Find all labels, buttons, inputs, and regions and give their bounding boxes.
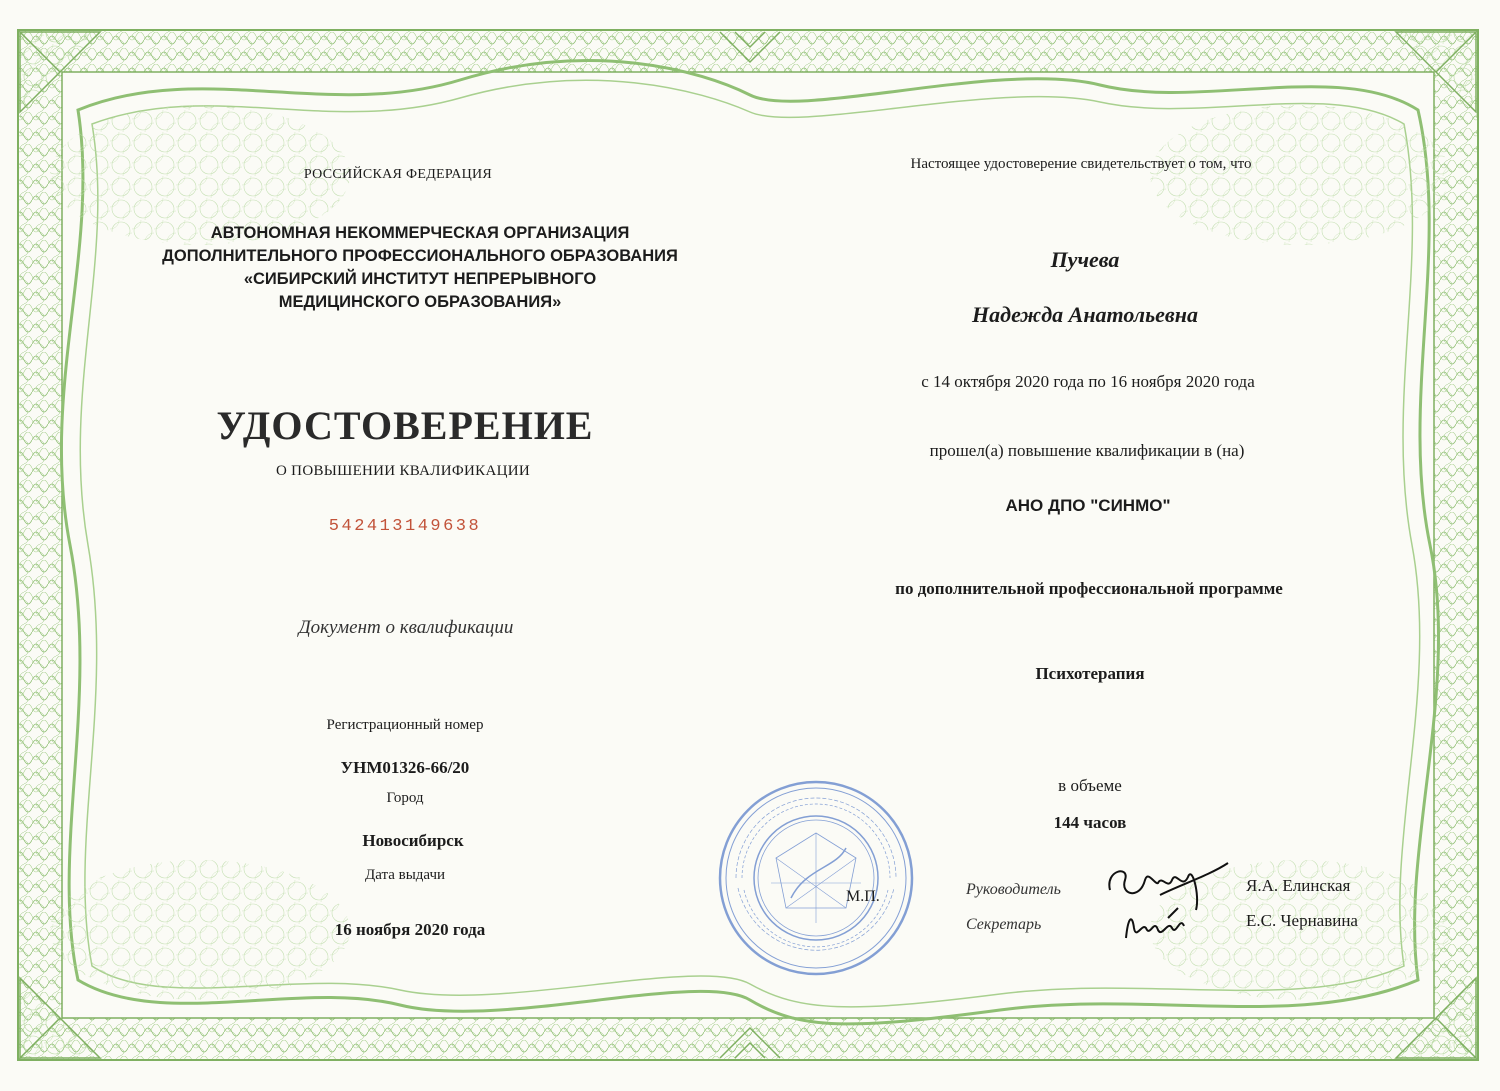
organization-name	[130, 222, 710, 314]
intro-text: Настоящее удостоверение свидетельствует о том, что	[910, 156, 1252, 172]
holder-given-names: Надежда Анатольевна	[972, 302, 1198, 327]
document-subtitle: О ПОВЫШЕНИИ КВАЛИФИКАЦИИ	[276, 463, 530, 479]
training-period: с 14 октября 2020 года по 16 ноября 2020 года	[921, 372, 1255, 391]
institution-name: АНО ДПО "СИНМО"	[1005, 496, 1171, 515]
org-line: АВТОНОМНАЯ НЕКОММЕРЧЕСКАЯ ОРГАНИЗАЦИЯ	[210, 224, 630, 242]
program-name: Психотерапия	[1035, 664, 1145, 683]
signatory-name: Е.С. Чернавина	[1246, 911, 1358, 930]
qualification-statement: прошел(а) повышение квалификации в (на)	[929, 441, 1245, 460]
official-seal	[716, 778, 916, 978]
org-line: «СИБИРСКИЙ ИНСТИТУТ НЕПРЕРЫВНОГО	[243, 270, 597, 288]
city-value: Новосибирск	[362, 831, 464, 850]
volume-label: в объеме	[1058, 776, 1122, 795]
holder-surname: Пучева	[1050, 247, 1120, 272]
program-label: по дополнительной профессиональной программе	[895, 579, 1283, 598]
signatory-name: Я.А. Елинская	[1246, 876, 1351, 895]
serial-number: 542413149638	[328, 517, 482, 536]
secretary-signature	[1118, 898, 1198, 948]
volume-value: 144 часов	[1053, 813, 1127, 832]
document-title: УДОСТОВЕРЕНИЕ	[216, 403, 594, 448]
issue-date-label: Дата выдачи	[364, 867, 446, 883]
org-line: МЕДИЦИНСКОГО ОБРАЗОВАНИЯ»	[278, 293, 562, 311]
city-label: Город	[386, 790, 424, 806]
stamp-label: М.П.	[846, 888, 880, 905]
issue-date: 16 ноября 2020 года	[334, 920, 486, 939]
country-label: РОССИЙСКАЯ ФЕДЕРАЦИЯ	[303, 167, 493, 182]
org-line: ДОПОЛНИТЕЛЬНОГО ПРОФЕССИОНАЛЬНОГО ОБРАЗОВАНИЯ	[162, 247, 678, 265]
registration-label: Регистрационный номер	[326, 717, 484, 733]
signatory-role: Секретарь	[966, 916, 1042, 933]
registration-number: УНМ01326-66/20	[340, 758, 470, 777]
document-type: Документ о квалификации	[298, 617, 514, 638]
signatory-role: Руководитель	[966, 881, 1061, 898]
